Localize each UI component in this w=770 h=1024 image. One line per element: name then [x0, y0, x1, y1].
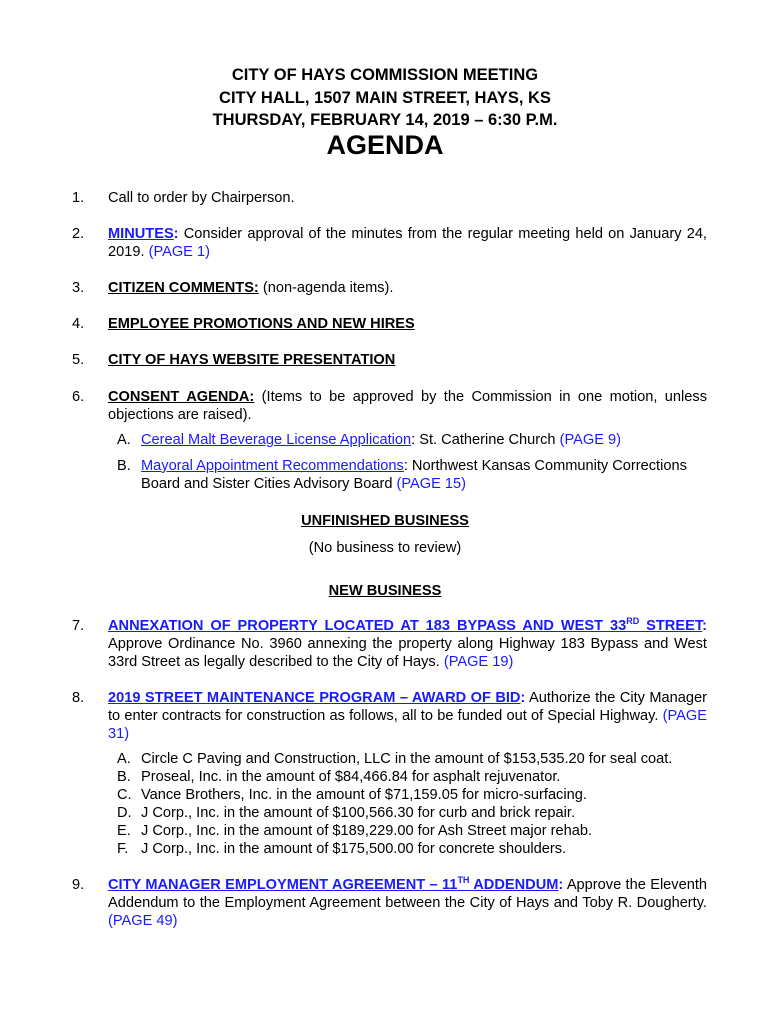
heading-part: ADDENDUM	[469, 877, 559, 893]
item-heading: CITY OF HAYS WEBSITE PRESENTATION	[108, 352, 396, 368]
item-number: 9.	[72, 877, 85, 893]
item-colon: :	[702, 618, 707, 634]
item-number: 8.	[72, 690, 85, 706]
sub-text: J Corp., Inc. in the amount of $189,229.00 for Ash Street major rehab.	[141, 823, 593, 839]
item-text: Approve Ordinance No. 3960 annexing the property along Highway 183 Bypass and West 33rd Street as legally described to the City of Hays.	[108, 636, 707, 670]
sub-letter: A.	[117, 432, 131, 448]
sub-text: Circle C Paving and Construction, LLC in the amount of $153,535.20 for seal coat.	[141, 751, 673, 767]
sub-letter: D.	[117, 805, 132, 821]
item-heading-link[interactable]: 2019 STREET MAINTENANCE PROGRAM – AWARD OF BID	[108, 690, 521, 706]
sub-letter: A.	[117, 751, 131, 767]
heading-superscript: RD	[626, 616, 640, 626]
item-body	[108, 315, 707, 333]
mayoral-appointment-link[interactable]: Mayoral Appointment Recommendations	[141, 458, 404, 474]
heading-part: ANNEXATION OF PROPERTY LOCATED AT 183 BYPASS AND WEST 33	[108, 618, 627, 634]
item-body	[108, 617, 707, 671]
sub-letter: B.	[117, 769, 131, 785]
page-reference[interactable]: (PAGE 1)	[148, 244, 210, 260]
meeting-location: CITY HALL, 1507 MAIN STREET, HAYS, KS	[219, 89, 551, 107]
item-number: 3.	[72, 280, 85, 296]
item-text: Authorize the City Manager to enter contracts for construction as follows, all to be funded out of Special Highway.	[108, 690, 708, 724]
unfinished-business-note: (No business to review)	[308, 540, 462, 556]
item-body	[108, 689, 707, 743]
item-number: 2.	[72, 226, 85, 242]
item-heading-link[interactable]	[108, 877, 558, 893]
meeting-date: THURSDAY, FEBRUARY 14, 2019 – 6:30 P.M.	[212, 111, 558, 129]
item-body	[108, 388, 707, 424]
sub-letter: F.	[117, 841, 129, 857]
item-colon: :	[558, 877, 564, 893]
sub-text: : Northwest Kansas Community Corrections Board and Sister Cities Advisory Board	[141, 458, 687, 492]
sub-body	[141, 431, 707, 449]
item-body	[108, 876, 707, 930]
meeting-title: CITY OF HAYS COMMISSION MEETING	[231, 66, 539, 84]
sub-text: J Corp., Inc. in the amount of $175,500.00 for concrete shoulders.	[141, 841, 567, 857]
item-body	[108, 225, 707, 261]
heading-part: STREET	[639, 618, 703, 634]
page-title: AGENDA	[326, 130, 444, 160]
item-text: Call to order by Chairperson.	[108, 190, 295, 206]
sub-text: J Corp., Inc. in the amount of $100,566.30 for curb and brick repair.	[141, 805, 576, 821]
sub-text: : St. Catherine Church	[411, 432, 560, 448]
item-colon: :	[173, 226, 179, 242]
sub-text: Vance Brothers, Inc. in the amount of $71,159.05 for micro-surfacing.	[141, 787, 587, 803]
item-number: 5.	[72, 352, 85, 368]
item-heading: CITIZEN COMMENTS:	[108, 280, 259, 296]
item-number: 7.	[72, 618, 85, 634]
item-heading-link[interactable]	[108, 618, 702, 634]
item-number: 1.	[72, 190, 85, 206]
sub-text: Proseal, Inc. in the amount of $84,466.84 for asphalt rejuvenator.	[141, 769, 561, 785]
unfinished-business-heading	[0, 513, 770, 529]
sub-letter: C.	[117, 787, 132, 803]
item-heading: EMPLOYEE PROMOTIONS AND NEW HIRES	[108, 316, 415, 332]
sub-body	[141, 457, 707, 493]
item-body	[108, 351, 707, 369]
page-reference[interactable]: (PAGE 19)	[443, 654, 514, 670]
section-heading: NEW BUSINESS	[328, 583, 442, 599]
heading-part: CITY MANAGER EMPLOYMENT AGREEMENT – 11	[108, 877, 458, 893]
item-number: 4.	[72, 316, 85, 332]
section-heading: UNFINISHED BUSINESS	[301, 513, 469, 529]
cmb-license-link[interactable]: Cereal Malt Beverage License Application	[141, 432, 412, 448]
item-number: 6.	[72, 389, 85, 405]
item-body	[108, 279, 707, 297]
item-colon: :	[520, 690, 526, 706]
page-reference[interactable]: (PAGE 9)	[559, 432, 621, 448]
item-heading: CONSENT AGENDA:	[108, 389, 255, 405]
new-business-heading	[0, 583, 770, 599]
item-text: (non-agenda items).	[258, 280, 394, 296]
page-reference[interactable]: (PAGE 15)	[396, 476, 466, 492]
heading-superscript: TH	[457, 875, 470, 885]
page-reference[interactable]: (PAGE 49)	[108, 913, 178, 929]
item-text: Approve the Eleventh Addendum to the Employment Agreement between the City of Hays and Toby R. Dougherty.	[108, 877, 707, 911]
sub-letter: B.	[117, 458, 131, 474]
item-text: Consider approval of the minutes from the regular meeting held on January 24, 2019.	[108, 226, 707, 260]
item-text: (Items to be approved by the Commission in one motion, unless objections are raised).	[108, 389, 707, 423]
item-heading-link[interactable]: MINUTES	[108, 226, 174, 242]
sub-letter: E.	[117, 823, 131, 839]
page-reference[interactable]: (PAGE 31)	[108, 708, 707, 742]
